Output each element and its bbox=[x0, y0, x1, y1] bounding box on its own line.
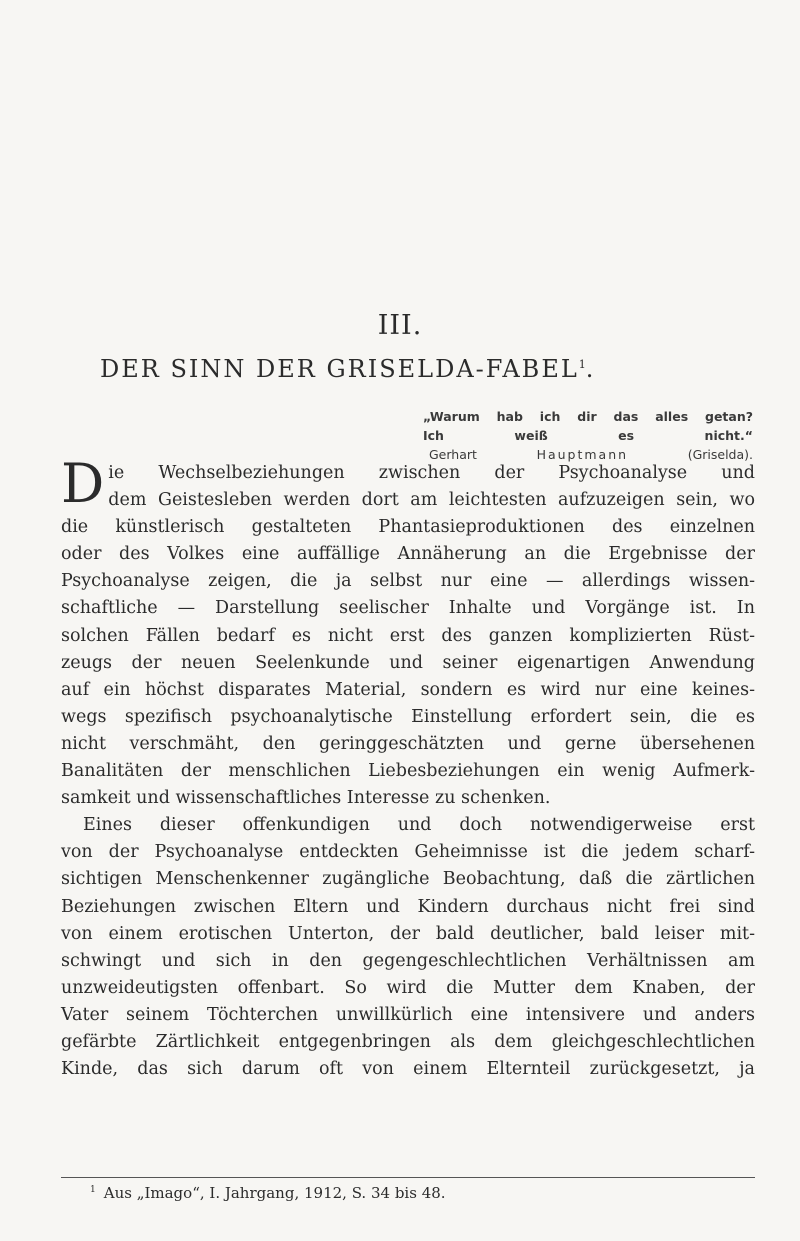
footnote-marker: 1 bbox=[90, 1185, 96, 1195]
epigraph bbox=[423, 407, 753, 464]
text-line: dem Geistesleben werden dort am leichtesten aufzuzeigen sein, wo bbox=[108, 490, 755, 511]
epigraph-line-2: Ich weiß es nicht.“ bbox=[423, 428, 753, 443]
text-line: nicht verschmäht, den geringgeschätzten und gerne übersehenen bbox=[61, 733, 755, 754]
text-line: wegs spezifisch psychoanalytische Einstellung erfordert sein, die es bbox=[61, 706, 755, 727]
footnote-text: Aus „Imago“, I. Jahrgang, 1912, S. 34 bis 48. bbox=[103, 1184, 446, 1202]
footnote-divider bbox=[61, 1177, 755, 1178]
text-line: Kinde, das sich darum oft von einem Elternteil zurückgesetzt, ja bbox=[61, 1059, 755, 1080]
chapter-title: DER SINN DER GRISELDA-FABEL$^1$. bbox=[100, 355, 596, 383]
text-line: Vater seinem Töchterchen unwillkürlich eine intensivere und anders bbox=[61, 1004, 755, 1025]
text-line: Beziehungen zwischen Eltern und Kindern durchaus nicht frei sind bbox=[61, 896, 755, 917]
epigraph-work: (Griselda). bbox=[687, 447, 753, 462]
text-line: zeugs der neuen Seelenkunde und seiner eigenartigen Anwendung bbox=[61, 652, 755, 673]
text-line: solchen Fällen bedarf es nicht erst des ganzen komplizierten Rüst- bbox=[61, 625, 755, 646]
drop-cap: D bbox=[61, 452, 105, 515]
epigraph-line-1: „Warum hab ich dir das alles getan? bbox=[423, 409, 753, 424]
text-line: schwingt und sich in den gegengeschlechtlichen Verhältnissen am bbox=[61, 950, 755, 971]
text-line: gefärbte Zärtlichkeit entgegenbringen als dem gleichgeschlechtlichen bbox=[61, 1031, 755, 1052]
text-line: auf ein höchst disparates Material, sondern es wird nur eine keines- bbox=[61, 679, 755, 700]
text-line: Eines dieser offenkundigen und doch notwendigerweise erst bbox=[83, 815, 755, 836]
epigraph-author-last: Hauptmann bbox=[536, 447, 629, 462]
text-line: sichtigen Menschenkenner zugängliche Beobachtung, daß die zärtlichen bbox=[61, 869, 755, 890]
text-line: schaftliche — Darstellung seelischer Inhalte und Vorgänge ist. In bbox=[61, 598, 755, 619]
footnote bbox=[90, 1184, 750, 1202]
paragraph-2 bbox=[61, 812, 755, 1083]
epigraph-author-first: Gerhart bbox=[429, 447, 477, 462]
text-line: die künstlerisch gestalteten Phantasieproduktionen des einzelnen bbox=[61, 517, 755, 538]
text-line: Psychoanalyse zeigen, die ja selbst nur eine — allerdings wissen- bbox=[61, 571, 755, 592]
text-line: oder des Volkes eine auffällige Annäherung an die Ergebnisse der bbox=[61, 544, 755, 565]
chapter-title-text: DER SINN DER GRISELDA-FABEL bbox=[100, 355, 579, 383]
text-line: unzweideutigsten offenbart. So wird die Mutter dem Knaben, der bbox=[61, 977, 755, 998]
text-line: samkeit und wissenschaftliches Interesse zu schenken. bbox=[61, 788, 551, 809]
chapter-number: III. bbox=[377, 310, 423, 341]
text-line: von einem erotischen Unterton, der bald deutlicher, bald leiser mit- bbox=[61, 923, 755, 944]
text-line: von der Psychoanalyse entdeckten Geheimnisse ist die jedem scharf- bbox=[61, 842, 755, 863]
text-line: ie Wechselbeziehungen zwischen der Psychoanalyse und bbox=[108, 463, 755, 483]
title-footnote-ref: 1 bbox=[578, 358, 586, 371]
text-line: Banalitäten der menschlichen Liebesbeziehungen ein wenig Aufmerk- bbox=[61, 761, 755, 782]
